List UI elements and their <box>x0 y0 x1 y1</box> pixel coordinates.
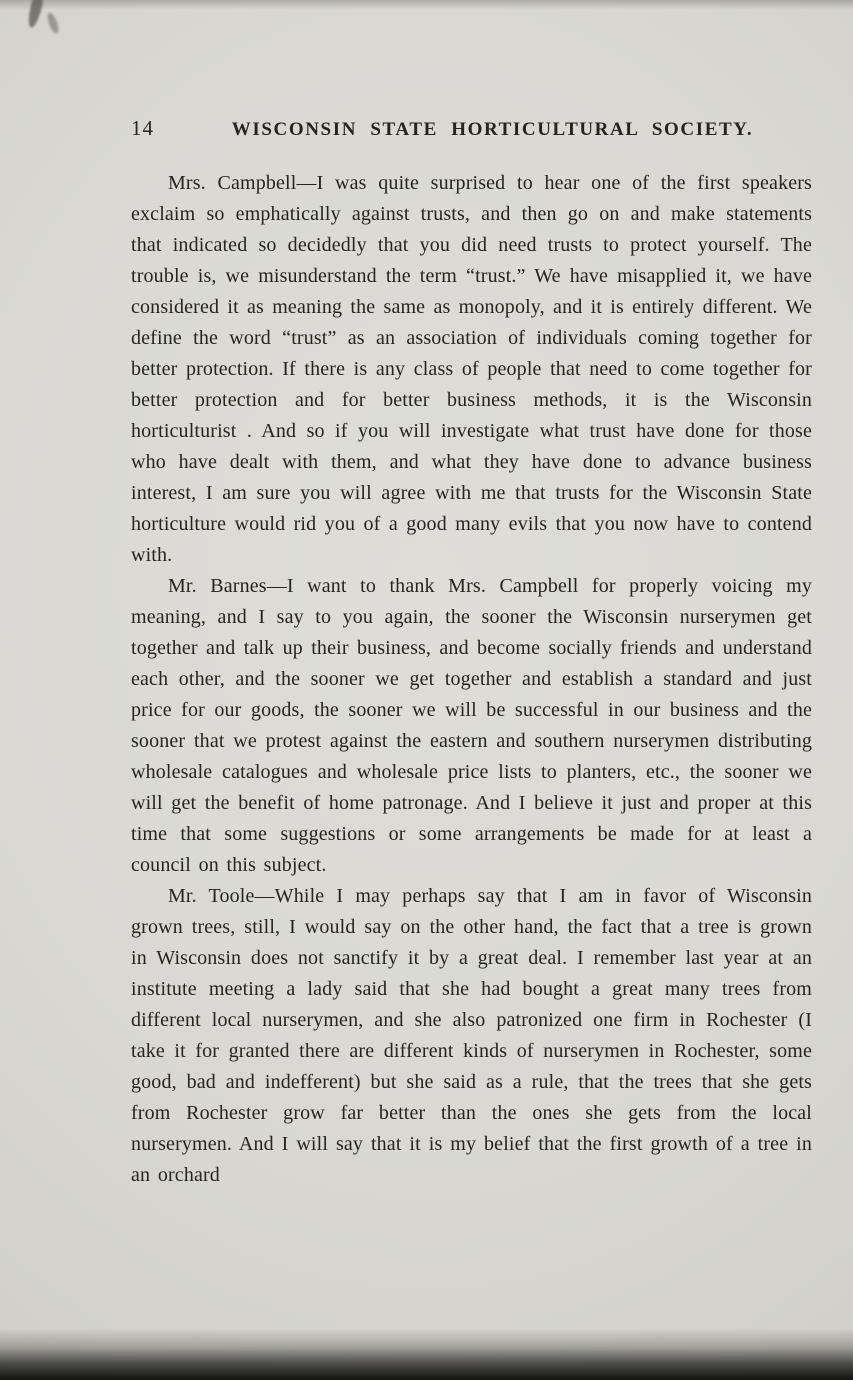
page-number: 14 <box>131 116 154 140</box>
body-text <box>131 168 812 1191</box>
paragraph-mr-toole: Mr. Toole—While I may perhaps say that I am in favor of Wisconsin grown trees, still, I would say on the other hand, the fact that a tree is grown in Wisconsin does not sanctify it by a great deal. I remember last year at an institute meeting a lady said that she had bought a great many trees from different local nurserymen, and she also patronized one firm in Rochester (I take it for granted there are different kinds of nurserymen in Rochester, some good, bad and indefferent) but she said as a rule, that the trees that she gets from Rochester grow far better than the ones she gets from the local nurserymen. And I will say that it is my belief that the first growth of a tree in an orchard <box>131 885 812 1186</box>
running-title: WISCONSIN STATE HORTICULTURAL SOCIETY. <box>231 119 754 140</box>
scan-artifact <box>45 11 60 34</box>
paragraph-mr-barnes: Mr. Barnes—I want to thank Mrs. Campbell for properly voicing my meaning, and I say to you again, the sooner the Wisconsin nurserymen get together and talk up their business, and become socially friends and understand each other, and the sooner we get together and establish a standard and just price for our goods, the sooner we will be successful in our business and the sooner that we protest against the eastern and southern nurserymen distributing wholesale catalogues and wholesale price lists to planters, etc., the sooner we will get the benefit of home patronage. And I believe it just and proper at this time that some suggestions or some arrangements be made for at least a council on this subject. <box>131 575 812 876</box>
paragraph-mrs-campbell: Mrs. Campbell—I was quite surprised to hear one of the first speakers exclaim so emphatically against trusts, and then go on and make statements that indicated so decidedly that you did need trusts to protect yourself. The trouble is, we misunderstand the term “trust.” We have misapplied it, we have considered it as meaning the same as monopoly, and it is entirely different. We define the word “trust” as an association of individuals coming together for better protection. If there is any class of people that need to come together for better protection and for better business methods, it is the Wisconsin horticulturist . And so if you will investigate what trust have done for those who have dealt with them, and what they have done to advance business interest, I am sure you will agree with me that trusts for the Wisconsin State horticulture would rid you of a good many evils that you now have to contend with. <box>131 172 812 566</box>
scan-artifact <box>26 0 45 29</box>
page-text-block <box>131 116 812 1191</box>
scan-edge-shadow <box>0 0 853 10</box>
scan-bottom-edge <box>0 1328 853 1380</box>
page-header <box>131 116 812 141</box>
